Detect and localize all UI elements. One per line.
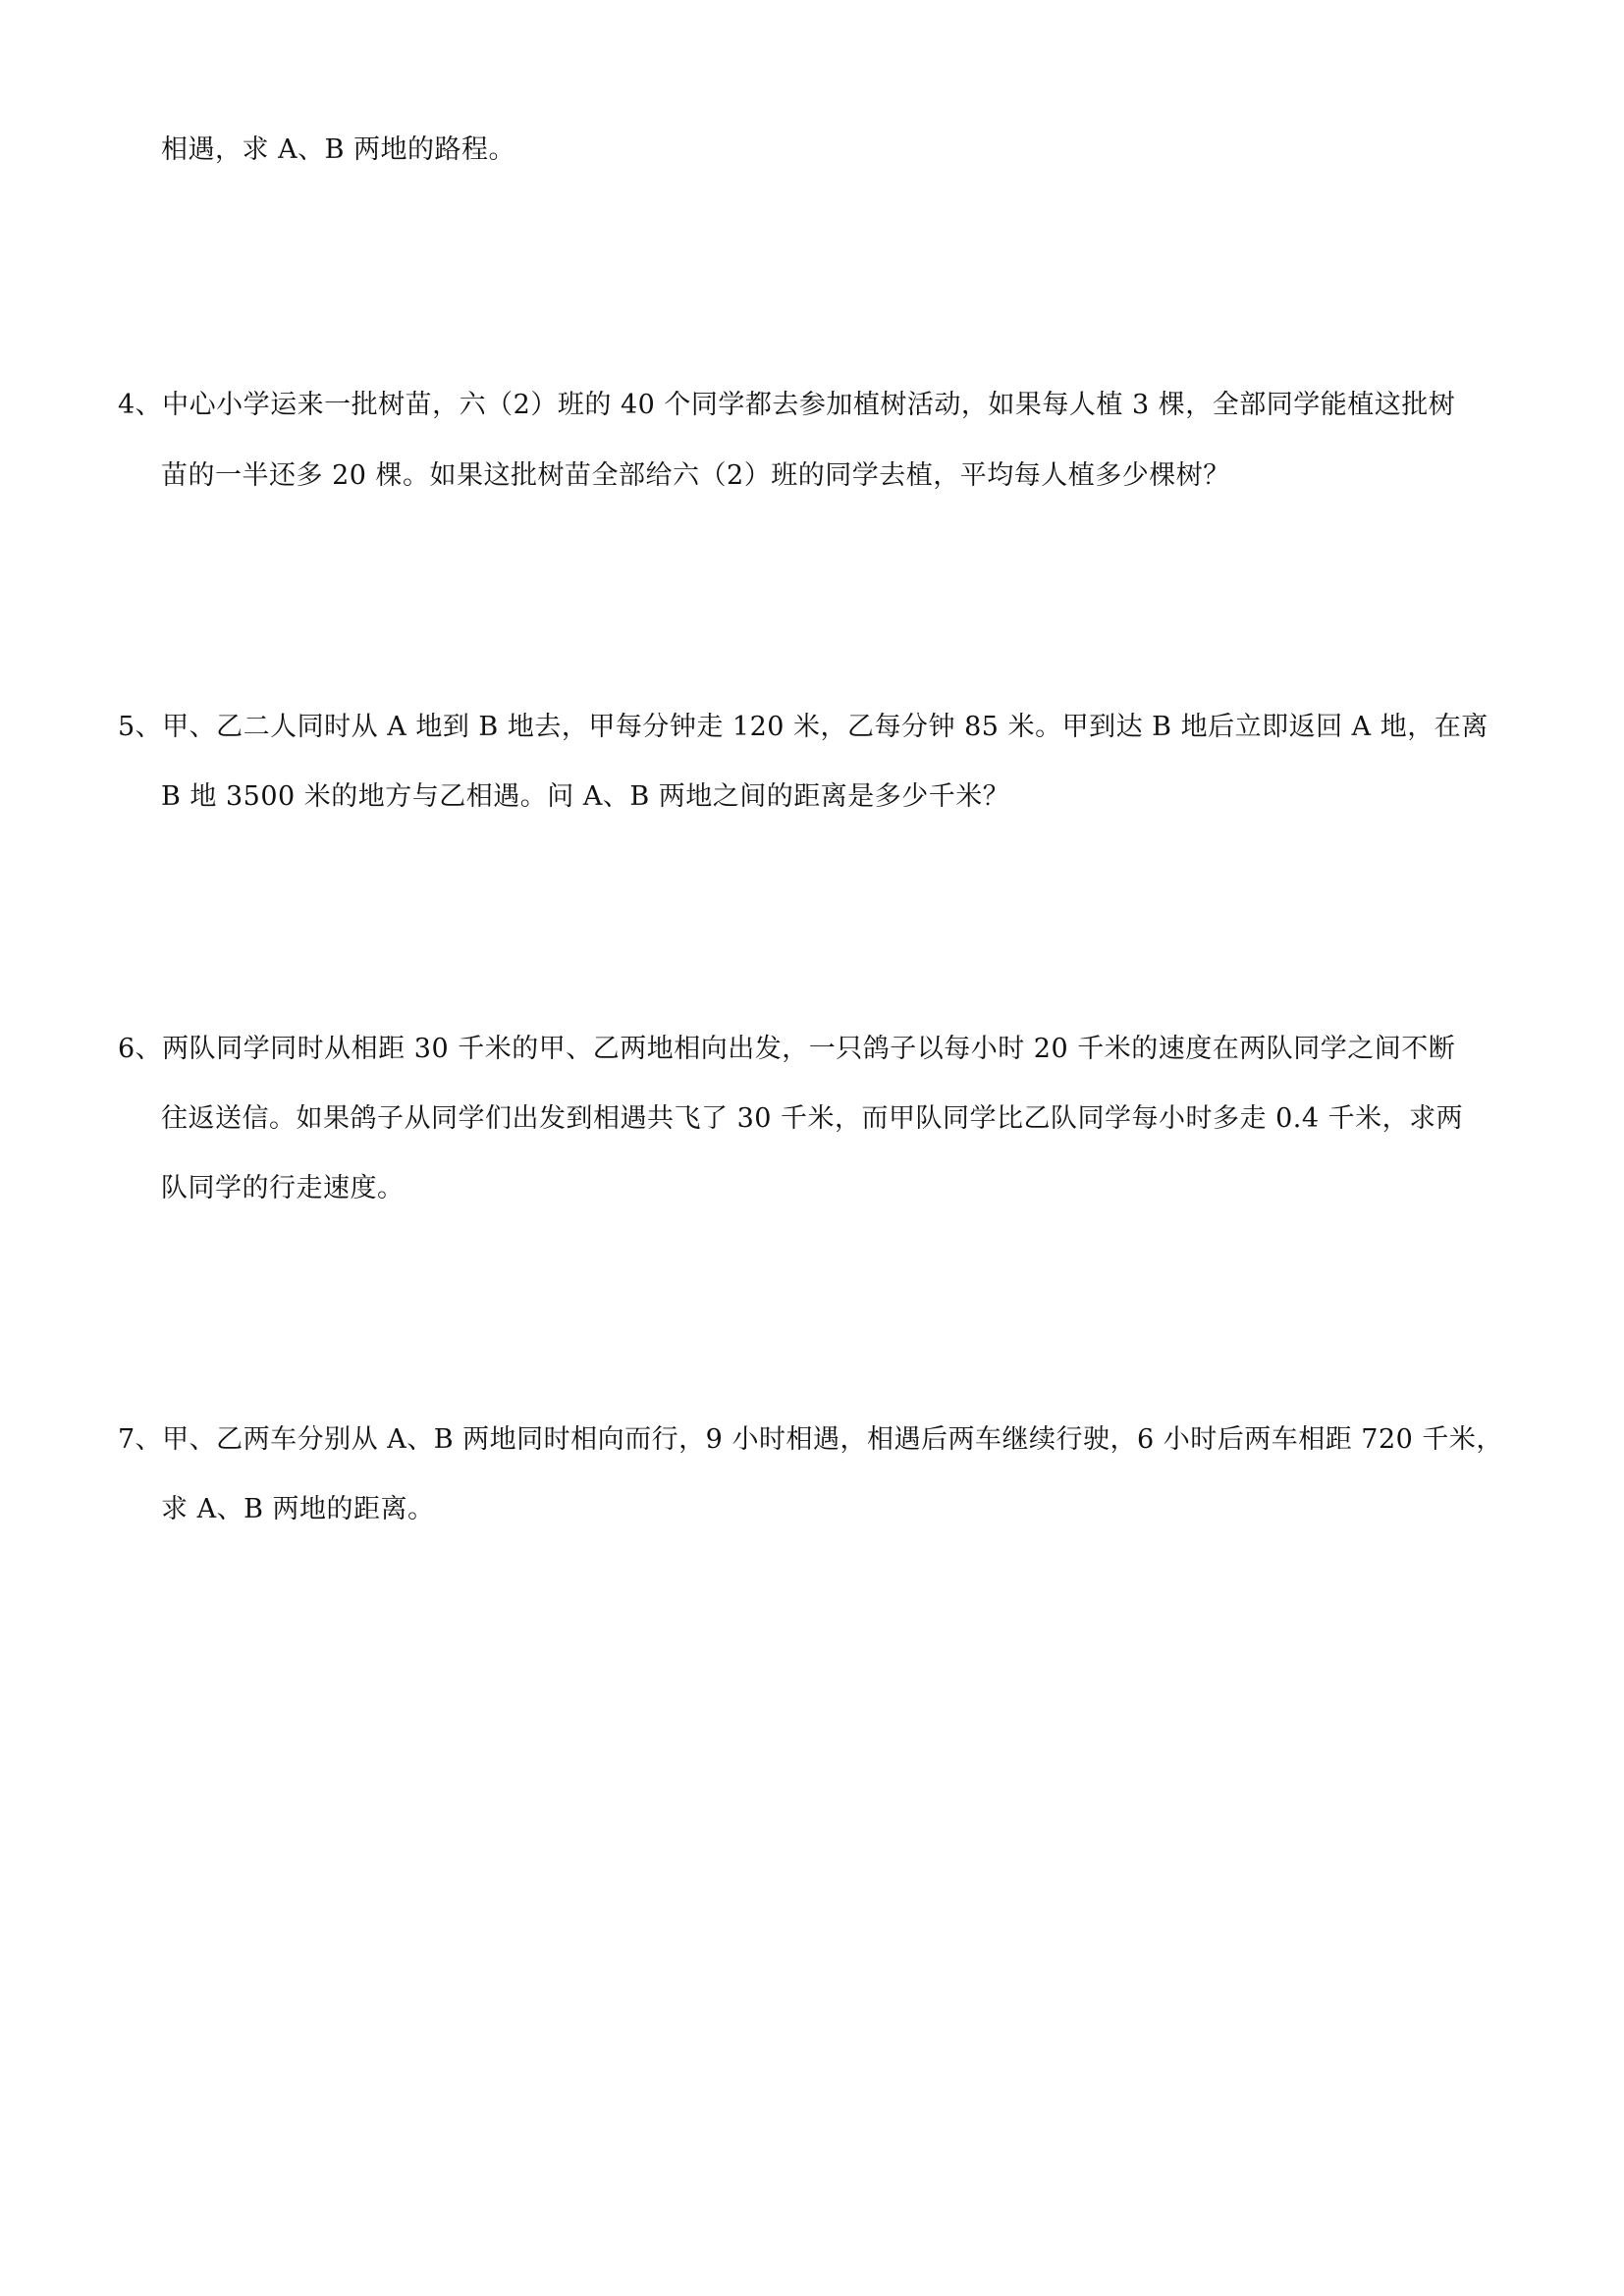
problem-7-line-2: 求 A、B 两地的距离。 [161,1494,435,1524]
problem-6-line-1: 6、两队同学同时从相距 30 千米的甲、乙两地相向出发，一只鸽子以每小时 20 千米的速度在两队同学之间不断 [118,1034,1456,1064]
problem-7-line-1: 7、甲、乙两车分别从 A、B 两地同时相向而行，9 小时相遇，相遇后两车继续行驶，6 小时后两车相距 720 千米， [118,1424,1503,1455]
problem-6-line-3: 队同学的行走速度。 [161,1173,405,1203]
problem-3-line-1: 相遇，求 A、B 两地的路程。 [161,134,516,165]
problem-4-line-1: 4、中心小学运来一批树苗，六（2）班的 40 个同学都去参加植树活动，如果每人植 3 棵，全部同学能植这批树 [118,390,1456,420]
problem-5-line-1: 5、甲、乙二人同时从 A 地到 B 地去，甲每分钟走 120 米，乙每分钟 85 米。甲到达 B 地后立即返回 A 地，在离 [118,712,1489,742]
problem-5-line-2: B 地 3500 米的地方与乙相遇。问 A、B 两地之间的距离是多少千米？ [161,781,1010,812]
problem-6-line-2: 往返送信。如果鸽子从同学们出发到相遇共飞了 30 千米，而甲队同学比乙队同学每小时多走 0.4 千米，求两 [161,1103,1464,1134]
problem-4-line-2: 苗的一半还多 20 棵。如果这批树苗全部给六（2）班的同学去植，平均每人植多少棵树？ [161,460,1230,491]
